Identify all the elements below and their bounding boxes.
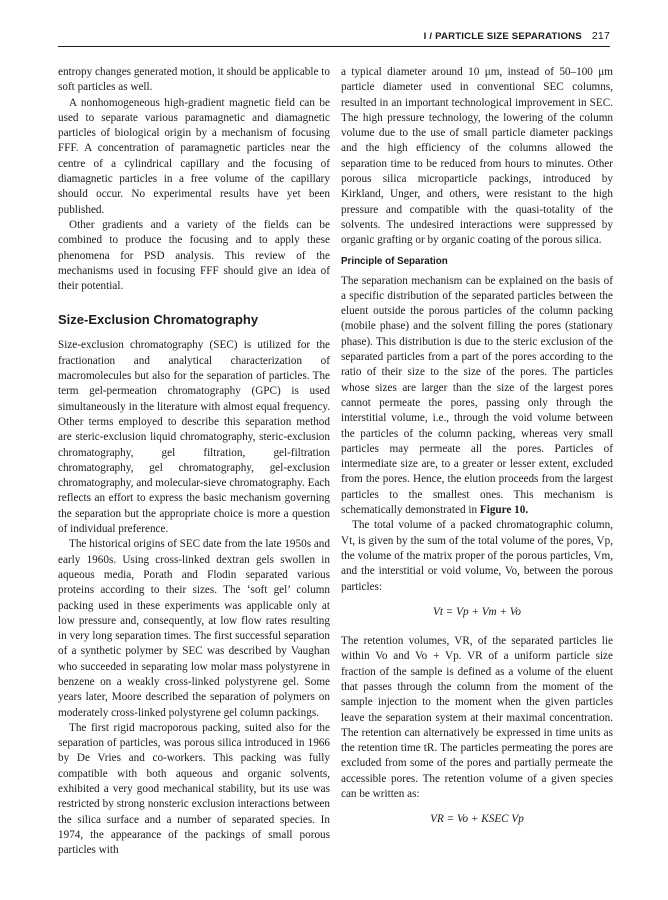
paragraph: The first rigid macroporous packing, suited also for the separation of particles, was porous silica introduced in 1966 by De Vries and co-workers. This packing was fully compatible with both aqueous and organic solvents, exhibited a very good mechanical stability, but its use was restricted by strong nonsteric exclusion interactions between the silica surface and a number of separated species. In 1974, the appearance of the packings of small porous particles with xyxy=(58,721,330,857)
paragraph: entropy changes generated motion, it should be applicable to soft particles as well. xyxy=(58,66,330,94)
equation-retention-volume: VR = Vo + KSEC Vp xyxy=(430,813,524,826)
paragraph xyxy=(341,274,613,519)
left-column xyxy=(58,65,330,859)
paragraph-text: The separation mechanism can be explained on the basis of a specific distribution of the separated particles between the eluent outside the porous particles of the column packing (mobile phase) and the solvent filling the pores (stationary phase). This distribution is due to the steric exclusion of the separated particles from a part of the pores according to the ratio of their size to the size of the pores. The particles whose sizes are larger than the size of the largest pores cannot permeate the pores, passing only through the interstitial volume, i.e., through the void volume between the particles of the column packing, whereas very small particles may permeate all the pores. Particles of intermediate size are, to a greater or lesser extent, excluded from the pores. Hence, the elution proceeds from the largest particles to the smallest ones. This mechanism is schematically demonstrated in xyxy=(341,274,613,517)
paragraph: The total volume of a packed chromatographic column, Vt, is given by the sum of the total volume of the pores, Vp, the volume of the matrix proper of the porous particles, Vm, and the interstitial or void volume, Vo, between the porous particles: xyxy=(341,519,613,593)
section-heading: Size-Exclusion Chromatography xyxy=(58,312,259,328)
equation-total-volume: Vt = Vp + Vm + Vo xyxy=(433,605,521,618)
subsection-heading: Principle of Separation xyxy=(341,255,448,267)
right-column xyxy=(341,65,613,842)
figure-reference: Figure 10. xyxy=(479,504,529,517)
paragraph: A nonhomogeneous high-gradient magnetic field can be used to separate various paramagnetic and diamagnetic particles of biological origin by a mechanism of focusing FFF. A concentration of paramagnetic particles near the centre of a cylindrical capillary and the focusing of diamagnetic particles in a free volume of the capillary should occur. No experimental results have yet been published. xyxy=(58,96,330,216)
paragraph: a typical diameter around 10 μm, instead of 50–100 μm particle diameter used in conventional SEC columns, resulted in an important technological improvement in SEC. The high pressure technology, the lowering of the column volume due to the use of small particle diameter packings and the high efficiency of the columns allowed the separation time to be reduced from hours to minutes. Other porous silica microparticle packings, introduced by Kirkland, Unger, and others, were resistant to the high pressure and compatible with the quasi-totality of the solvents. The undesired interactions were suppressed by organic grafting or by organic coating of the porous silica. xyxy=(341,66,613,247)
running-header xyxy=(340,30,610,42)
running-title: I / PARTICLE SIZE SEPARATIONS xyxy=(423,31,582,42)
paragraph: Other gradients and a variety of the fields can be combined to produce the focusing and to apply these phenomena for PSD analysis. This review of the mechanisms used in focusing FFF should give an idea of their potential. xyxy=(58,218,330,293)
page-number: 217 xyxy=(591,30,610,42)
header-rule xyxy=(58,46,610,47)
paragraph: The historical origins of SEC date from the late 1950s and early 1960s. Using cross-linked dextran gels swollen in aqueous media, Porath and Flodin separated various proteins according to their sizes. The ‘soft gel’ column packing used in these experiments was applicable only at low pressure and, consequently, at low flow rates resulting in very long separation times. The first successful separation of a synthetic polymer by SEC was described by Vaughan who succeeded in separating low molar mass polystyrene in benzene on a weakly cross-linked polystyrene gel. Some years later, Moore described the separation of polymers on moderately cross-linked polystyrene gel column packings. xyxy=(58,538,330,719)
paragraph: The retention volumes, VR, of the separated particles lie within Vo and Vo + Vp. VR of a uniform particle size fraction of the sample is defined as a volume of the eluent that passes through the column from the moment of the sample injection to the moment when the given particles leave the separation system at their maximal concentration. The retention can alternatively be expressed in time units as the retention time tR. The particles permeating the pores are excluded from some of the pores and partially permeate the accessible pores. The retention volume of a given species can be written as: xyxy=(341,635,613,801)
paragraph: Size-exclusion chromatography (SEC) is utilized for the fractionation and analytical characterization of macromolecules but also for the separation of particles. The term gel-permeation chromatography (GPC) is used simultaneously in the literature with almost equal frequency. Other terms employed to describe this separation method are steric-exclusion liquid chromatography, steric-exclusion chromatography, gel filtration, gel-filtration chromatography, gel chromatography, gel-exclusion chromatography, and molecular-sieve chromatography. Each reflects an effort to express the basic mechanism governing the separation but the appropriate choice is more a question of individual preference. xyxy=(58,339,330,536)
